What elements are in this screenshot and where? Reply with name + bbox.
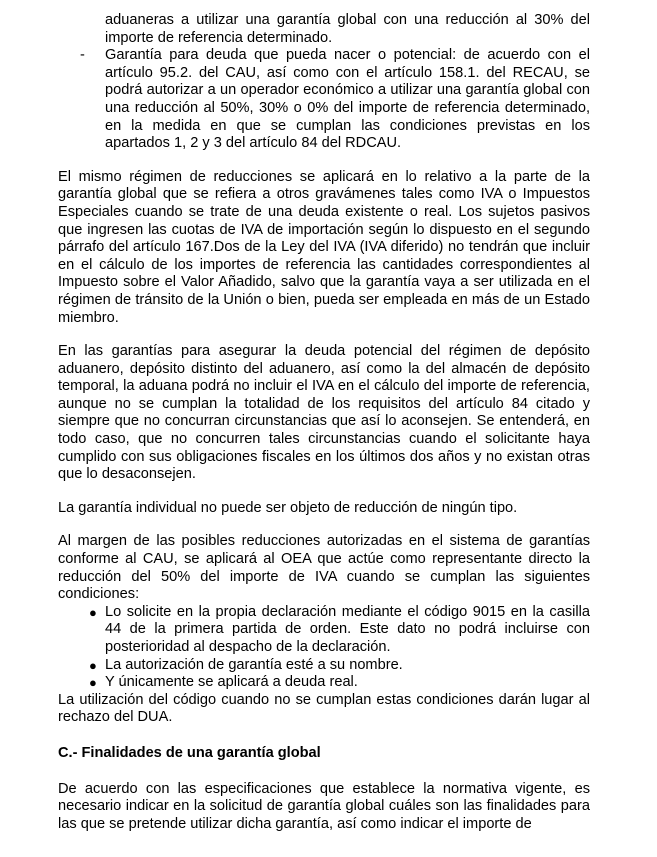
paragraph-oea-reduction: Al margen de las posibles reducciones autorizadas en el sistema de garantías conforme al CAU, se aplicará al OEA que actúe como representante directo la reducción del 50% del importe de IVA cuando se cumplan las siguientes condiciones: <box>58 533 590 603</box>
dash-item-text: Garantía para deuda que pueda nacer o potencial: de acuerdo con el artículo 95.2. del CAU, así como con el artículo 158.1. del RECAU, se podrá autorizar a un operador económico a utilizar una garantía global con una reducción al 50%, 30% o 0% del importe de referencia determinado, en la medida en que se cumplan las condiciones previstas en los apartados 1, 2 y 3 del artículo 84 del RDCAU. <box>105 47 590 152</box>
bullet-icon: ● <box>89 675 97 691</box>
dash-list <box>58 12 590 153</box>
dash-item <box>105 12 590 47</box>
dash-item-text: aduaneras a utilizar una garantía global con una reducción al 30% del importe de referencia determinado. <box>105 12 590 46</box>
list-item <box>89 656 590 675</box>
conditions-list <box>58 604 590 692</box>
paragraph-deposit-guarantees: En las garantías para asegurar la deuda potencial del régimen de depósito aduanero, depósito distinto del aduanero, así como la del almacén de depósito temporal, la aduana podrá no incluir el IVA en el cálculo del importe de referencia, aunque no se cumplan la totalidad de los requisitos del artículo 84 citado y siempre que no concurran circunstancias que así lo aconsejen. Se entenderá, en todo caso, que no concurren tales circunstancias cuando el solicitante haya cumplido con sus obligaciones fiscales en los últimos dos años y no existan otras que lo desaconsejen. <box>58 343 590 483</box>
list-item <box>89 674 590 692</box>
list-item <box>89 603 590 657</box>
list-item-text: La autorización de garantía esté a su nombre. <box>105 656 403 673</box>
paragraph-iva-reductions: El mismo régimen de reducciones se aplicará en lo relativo a la parte de la garantía global que se refiera a otros gravámenes tales como IVA o Impuestos Especiales cuando se trate de una deuda existente o real. Los sujetos pasivos que ingresen las cuotas de IVA de importación según lo dispuesto en el segundo párrafo del artículo 167.Dos de la Ley del IVA (IVA diferido) no tendrán que incluir en el cálculo de los importes de referencia las cantidades correspondientes al Impuesto sobre el Valor Añadido, salvo que la garantía vaya a ser utilizada en el régimen de tránsito de la Unión o bien, pueda ser empleada en más de un Estado miembro. <box>58 168 590 326</box>
paragraph-individual-guarantee: La garantía individual no puede ser objeto de reducción de ningún tipo. <box>58 499 518 516</box>
bullet-icon: ● <box>89 604 97 620</box>
dash-marker: - <box>80 47 85 64</box>
bullet-icon: ● <box>89 657 97 673</box>
paragraph-purposes: De acuerdo con las especificaciones que establece la normativa vigente, es necesario indicar en la solicitud de garantía global cuáles son las finalidades para las que se pretende utilizar dicha garantía, así como indicar el importe de <box>58 780 590 832</box>
list-item-text: Y únicamente se aplicará a deuda real. <box>105 674 358 691</box>
document-page <box>58 12 590 833</box>
paragraph-rejection: La utilización del código cuando no se cumplan estas condiciones darán lugar al rechazo del DUA. <box>58 691 590 726</box>
section-heading: C.- Finalidades de una garantía global <box>58 744 321 761</box>
list-item-text: Lo solicite en la propia declaración mediante el código 9015 en la casilla 44 de la primera partida de orden. Este dato no podrá incluirse con posterioridad al despacho de la declaración. <box>105 603 590 655</box>
dash-item <box>80 47 590 153</box>
